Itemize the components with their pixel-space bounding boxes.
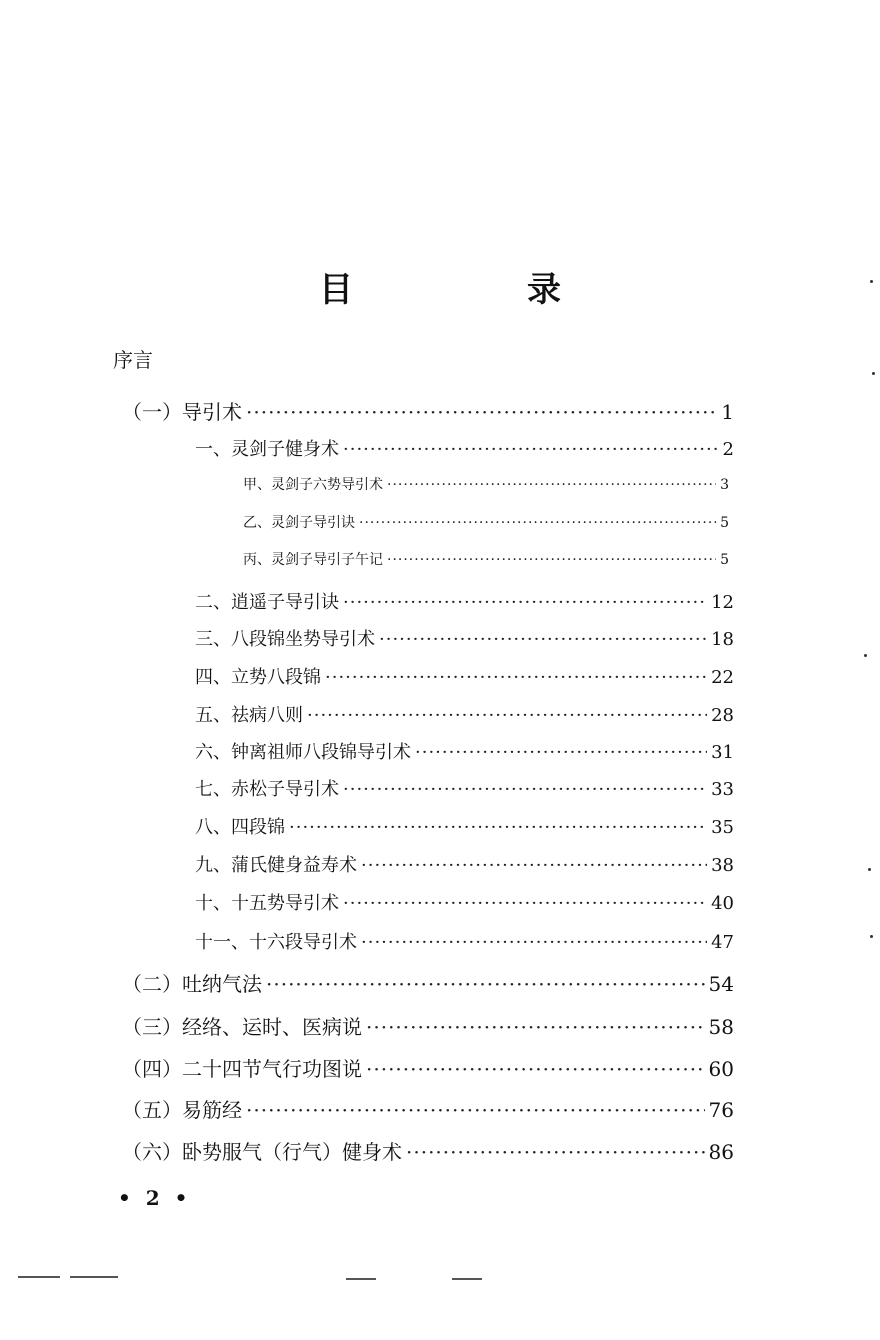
toc-leader-dots — [366, 1057, 705, 1081]
toc-leader-dots — [343, 779, 707, 800]
toc-entry-label: （六）卧势服气（行气）健身术 — [122, 1140, 402, 1164]
toc-leader-dots — [246, 400, 717, 424]
toc-entry — [122, 1094, 734, 1123]
toc-entry — [122, 968, 734, 997]
toc-entry-label: 十、十五势导引术 — [195, 893, 339, 914]
toc-entry — [195, 889, 734, 915]
toc-leader-dots — [343, 439, 719, 460]
toc-entry — [122, 396, 734, 425]
page-number: • 2 • — [118, 1186, 192, 1210]
toc-leader-dots — [307, 705, 707, 726]
toc-entry-page: 5 — [720, 515, 729, 531]
toc-leader-dots — [361, 855, 707, 876]
scan-speck — [872, 372, 875, 375]
toc-entry-page: 60 — [708, 1057, 734, 1081]
toc-entry — [195, 775, 734, 801]
toc-entry-page: 31 — [711, 742, 734, 763]
toc-entry-page: 47 — [711, 932, 734, 953]
toc-entry — [195, 851, 734, 877]
toc-leader-dots — [325, 667, 707, 688]
toc-entry-label: 丙、灵剑子导引子午记 — [243, 552, 383, 568]
toc-leader-dots — [406, 1140, 705, 1164]
toc-entry-label: 二、逍遥子导引诀 — [195, 592, 339, 613]
toc-leader-dots — [366, 1015, 705, 1039]
toc-entry-page: 1 — [721, 400, 734, 424]
scan-speck — [870, 280, 873, 283]
toc-leader-dots — [246, 1098, 705, 1122]
toc-entry-page: 54 — [708, 972, 734, 996]
toc-entry-label: 甲、灵剑子六势导引术 — [243, 477, 383, 493]
toc-entry-page: 58 — [708, 1015, 734, 1039]
toc-entry — [195, 435, 734, 461]
toc-entry-label: 乙、灵剑子导引诀 — [243, 515, 355, 531]
toc-entry-label: 一、灵剑子健身术 — [195, 439, 339, 460]
toc-entry — [243, 474, 729, 494]
toc-entry — [195, 701, 734, 727]
toc-entry-label: （一）导引术 — [122, 400, 242, 424]
toc-entry — [122, 1011, 734, 1040]
page-title: 目 录 — [319, 270, 631, 310]
toc-entry-label: 五、祛病八则 — [195, 705, 303, 726]
toc-leader-dots — [343, 592, 707, 613]
toc-entry-page: 18 — [711, 629, 734, 650]
toc-entry-page: 22 — [711, 667, 734, 688]
toc-entry — [195, 663, 734, 689]
toc-leader-dots — [266, 972, 705, 996]
toc-entry — [195, 813, 734, 839]
toc-entry-page: 40 — [711, 893, 734, 914]
toc-leader-dots — [359, 515, 716, 531]
toc-entry-label: 八、四段锦 — [195, 817, 285, 838]
toc-entry — [195, 738, 734, 764]
toc-leader-dots — [379, 629, 707, 650]
toc-leader-dots — [415, 742, 707, 763]
toc-entry — [195, 928, 734, 954]
toc-entry-page: 5 — [720, 552, 729, 568]
toc-entry — [122, 1136, 734, 1165]
toc-entry-label: 九、蒲氏健身益寿术 — [195, 855, 357, 876]
toc-entry-page: 2 — [722, 439, 734, 460]
toc-entry-label: 十一、十六段导引术 — [195, 932, 357, 953]
toc-leader-dots — [387, 477, 716, 493]
toc-entry — [243, 549, 729, 569]
toc-entry-label: 六、钟离祖师八段锦导引术 — [195, 742, 411, 763]
toc-entry-page: 86 — [708, 1140, 734, 1164]
toc-entry-page: 28 — [711, 705, 734, 726]
toc-leader-dots — [343, 893, 707, 914]
toc-entry-label: 三、八段锦坐势导引术 — [195, 629, 375, 650]
toc-entry-label: （五）易筋经 — [122, 1098, 242, 1122]
toc-entry-label: （三）经络、运时、医病说 — [122, 1015, 362, 1039]
toc-entry-page: 76 — [708, 1098, 734, 1122]
scan-streak — [70, 1276, 118, 1278]
toc-entry — [243, 512, 729, 532]
toc-entry-label: 七、赤松子导引术 — [195, 779, 339, 800]
toc-entry — [195, 588, 734, 614]
toc-entry — [195, 625, 734, 651]
toc-entry — [122, 1053, 734, 1082]
toc-entry-page: 12 — [711, 592, 734, 613]
toc-leader-dots — [289, 817, 707, 838]
toc-leader-dots — [361, 932, 707, 953]
scan-speck — [870, 935, 873, 938]
scan-streak — [452, 1278, 482, 1280]
scan-streak — [346, 1278, 376, 1280]
toc-leader-dots — [387, 552, 716, 568]
toc-entry-label: （二）吐纳气法 — [122, 972, 262, 996]
toc-entry-page: 33 — [711, 779, 734, 800]
toc-entry-label: （四）二十四节气行功图说 — [122, 1057, 362, 1081]
scan-streak — [18, 1276, 60, 1278]
toc-entry-page: 3 — [720, 477, 729, 493]
preface-heading: 序言 — [113, 348, 153, 372]
scan-speck — [868, 868, 871, 871]
toc-entry-page: 38 — [711, 855, 734, 876]
toc-entry-label: 四、立势八段锦 — [195, 667, 321, 688]
toc-entry-page: 35 — [711, 817, 734, 838]
scan-speck — [864, 654, 867, 657]
